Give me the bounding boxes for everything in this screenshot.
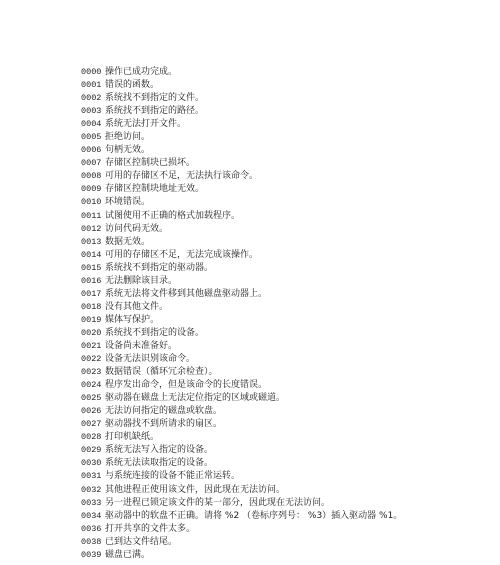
error-message: 错误的函数。: [105, 80, 160, 91]
list-item: [81, 522, 402, 535]
error-code: 0004: [81, 119, 102, 130]
error-code: 0026: [81, 406, 102, 417]
error-message: 存储区控制块地址无效。: [105, 184, 205, 195]
error-code: 0027: [81, 419, 102, 430]
error-code: 0007: [81, 158, 102, 169]
error-message: 驱动器在磁盘上无法定位指定的区域或磁道。: [105, 393, 286, 404]
error-message: 数据错误（循环冗余检查）。: [105, 367, 218, 378]
error-code: 0017: [81, 288, 102, 299]
list-item: [81, 156, 402, 169]
error-code: 0009: [81, 184, 102, 195]
error-code: 0030: [81, 458, 102, 469]
error-message: 系统无法将文件移到其他磁盘驱动器上。: [105, 288, 268, 299]
error-message: 系统无法打开文件。: [105, 119, 187, 130]
list-item: [81, 104, 402, 117]
list-item: [81, 430, 402, 443]
error-message: 驱动器找不到所请求的扇区。: [105, 419, 223, 430]
list-item: [81, 222, 402, 235]
error-code: 0006: [81, 145, 102, 156]
list-item: [81, 313, 402, 326]
list-item: [81, 496, 402, 509]
error-message: 句柄无效。: [105, 145, 151, 156]
error-message: 存储区控制块已损坏。: [105, 158, 196, 169]
error-message: 环境错误。: [105, 197, 151, 208]
list-item: [81, 261, 402, 274]
error-code: 0001: [81, 80, 102, 91]
error-code: 0036: [81, 523, 102, 534]
error-message: 系统找不到指定的文件。: [105, 93, 205, 104]
error-code-list: [81, 65, 402, 561]
error-message: 系统找不到指定的驱动器。: [105, 262, 214, 273]
list-item: [81, 326, 402, 339]
error-code: 0038: [81, 536, 102, 547]
error-message: 系统无法写入指定的设备。: [105, 445, 214, 456]
list-item: [81, 456, 402, 469]
list-item: [81, 443, 402, 456]
error-message: 可用的存储区不足，无法完成该操作。: [105, 249, 259, 260]
list-item: [81, 391, 402, 404]
error-message: 打开共享的文件太多。: [105, 523, 196, 534]
error-code: 0002: [81, 93, 102, 104]
error-message: 系统找不到指定的路径。: [105, 106, 205, 117]
list-item: [81, 182, 402, 195]
error-message: 无法访问指定的磁盘或软盘。: [105, 406, 223, 417]
error-code: 0033: [81, 497, 102, 508]
list-item: [81, 509, 402, 522]
error-code: 0018: [81, 301, 102, 312]
error-code: 0005: [81, 132, 102, 143]
error-message: 设备无法识别该命令。: [105, 354, 196, 365]
list-item: [81, 404, 402, 417]
list-item: [81, 352, 402, 365]
error-code: 0019: [81, 314, 102, 325]
error-code: 0024: [81, 380, 102, 391]
list-item: [81, 91, 402, 104]
error-message: 打印机缺纸。: [105, 432, 160, 443]
error-code: 0031: [81, 471, 102, 482]
error-code: 0034: [81, 510, 102, 521]
error-code: 0008: [81, 171, 102, 182]
error-message: 可用的存储区不足，无法执行该命令。: [105, 171, 259, 182]
list-item: [81, 469, 402, 482]
list-item: [81, 365, 402, 378]
error-code: 0011: [81, 210, 102, 221]
error-message: 无法删除该目录。: [105, 275, 178, 286]
error-message: 访问代码无效。: [105, 223, 169, 234]
list-item: [81, 235, 402, 248]
error-message: 媒体写保护。: [105, 314, 160, 325]
list-item: [81, 300, 402, 313]
error-code: 0021: [81, 340, 102, 351]
list-item: [81, 548, 402, 561]
list-item: [81, 535, 402, 548]
list-item: [81, 339, 402, 352]
error-code: 0032: [81, 484, 102, 495]
list-item: [81, 169, 402, 182]
error-code: 0012: [81, 223, 102, 234]
error-message: 操作已成功完成。: [105, 67, 178, 77]
error-message: 试图使用不正确的格式加载程序。: [105, 210, 241, 221]
list-item: [81, 143, 402, 156]
error-code: 0015: [81, 262, 102, 273]
error-message: 系统无法读取指定的设备。: [105, 458, 214, 469]
list-item: [81, 130, 402, 143]
list-item: [81, 78, 402, 91]
error-message: 系统找不到指定的设备。: [105, 327, 205, 338]
error-message: 其他进程正使用该文件，因此现在无法访问。: [105, 484, 286, 495]
error-code: 0003: [81, 106, 102, 117]
error-message: 另一进程已锁定该文件的某一部分，因此现在无法访问。: [105, 497, 331, 508]
list-item: [81, 417, 402, 430]
error-message: 与系统连接的设备不能正常运转。: [105, 471, 241, 482]
error-message: 设备尚未准备好。: [105, 340, 178, 351]
list-item: [81, 65, 402, 78]
list-item: [81, 248, 402, 261]
list-item: [81, 274, 402, 287]
error-code: 0016: [81, 275, 102, 286]
error-code: 0029: [81, 445, 102, 456]
error-code: 0022: [81, 354, 102, 365]
list-item: [81, 195, 402, 208]
error-code: 0023: [81, 367, 102, 378]
list-item: [81, 287, 402, 300]
error-code: 0028: [81, 432, 102, 443]
error-code: 0014: [81, 249, 102, 260]
list-item: [81, 483, 402, 496]
error-code: 0010: [81, 197, 102, 208]
error-code: 0020: [81, 327, 102, 338]
error-message: 驱动器中的软盘不正确。请将 %2 （卷标序列号： %3）插入驱动器 %1。: [105, 510, 403, 521]
list-item: [81, 209, 402, 222]
error-message: 已到达文件结尾。: [105, 536, 178, 547]
list-item: [81, 378, 402, 391]
error-code: 0013: [81, 236, 102, 247]
error-message: 磁盘已满。: [105, 549, 151, 560]
error-message: 没有其他文件。: [105, 301, 169, 312]
error-code: 0039: [81, 549, 102, 560]
error-code: 0025: [81, 393, 102, 404]
error-message: 拒绝访问。: [105, 132, 151, 143]
error-message: 数据无效。: [105, 236, 151, 247]
list-item: [81, 117, 402, 130]
error-message: 程序发出命令，但是该命令的长度错误。: [105, 380, 268, 391]
error-code: 0000: [81, 67, 102, 77]
